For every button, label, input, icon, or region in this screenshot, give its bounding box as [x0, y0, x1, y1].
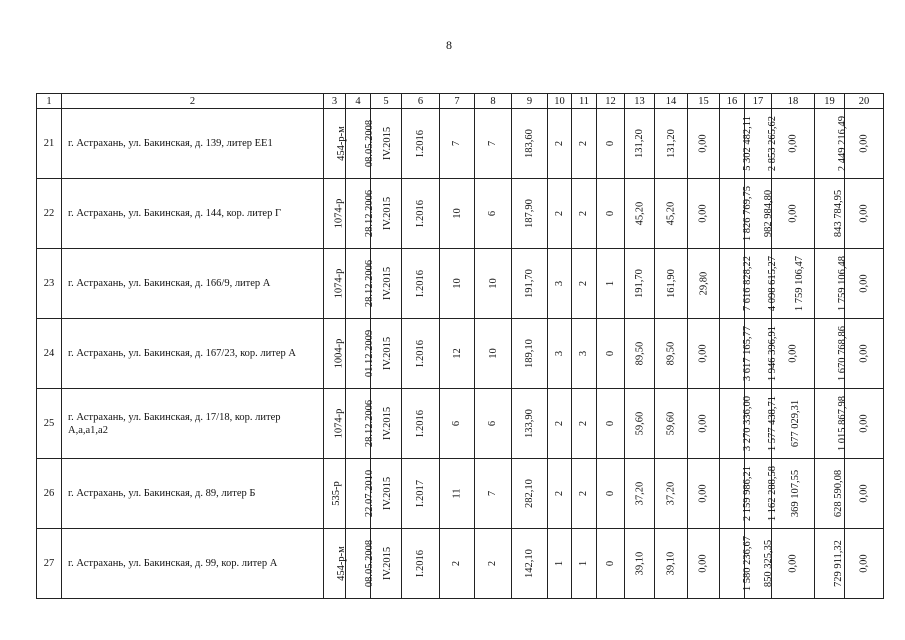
table-cell: [440, 459, 475, 529]
table-row: [37, 389, 884, 459]
table-cell: [346, 179, 376, 249]
table-cell: [402, 109, 440, 179]
cell-value: 6: [487, 210, 499, 217]
table-row: [37, 529, 884, 599]
cell-value: 677 029,31: [790, 399, 802, 448]
cell-value: I.2016: [415, 269, 426, 298]
cell-value: 01.12.2009: [364, 329, 376, 378]
cell-value: 22.07.2010: [364, 469, 376, 518]
table-cell: [512, 319, 548, 389]
table-cell: [346, 389, 376, 459]
cell-value: 3 270 336,00: [742, 395, 754, 452]
table-cell: [845, 529, 884, 599]
table-cell: [572, 459, 597, 529]
column-header: 6: [402, 94, 440, 109]
cell-value: 0: [605, 490, 616, 497]
table-cell: [655, 459, 688, 529]
column-header: 3: [324, 94, 346, 109]
table-cell: [548, 529, 572, 599]
cell-value: 59,60: [634, 411, 645, 436]
cell-value: 3: [554, 350, 565, 357]
cell-value: 850 325,35: [763, 539, 775, 588]
table-cell: [655, 529, 688, 599]
cell-value: 1 577 438,71: [767, 395, 779, 452]
table-cell: [440, 109, 475, 179]
table-cell: г. Астрахань, ул. Бакинская, д. 144, кор. литер Г: [62, 179, 324, 249]
cell-value: 183,60: [524, 129, 535, 158]
cell-value: 2: [578, 140, 590, 147]
table-cell: [688, 389, 720, 459]
cell-value: 1004-р: [333, 338, 345, 369]
table-cell: [512, 109, 548, 179]
cell-value: 1 162 288,58: [767, 465, 779, 522]
table-cell: [440, 179, 475, 249]
cell-value: 0: [605, 140, 616, 147]
table-cell: [655, 179, 688, 249]
cell-value: 1 759 106,47: [794, 255, 806, 312]
cell-value: 3: [578, 350, 590, 357]
cell-value: 0,00: [858, 274, 870, 293]
cell-value: 131,20: [634, 129, 645, 158]
table-cell: [688, 319, 720, 389]
column-header: 9: [512, 94, 548, 109]
table-cell: [548, 459, 572, 529]
cell-value: I.2016: [415, 339, 426, 368]
table-cell: [475, 179, 512, 249]
cell-value: 0,00: [698, 414, 709, 433]
cell-value: 2: [487, 560, 499, 567]
cell-value: 133,90: [524, 409, 535, 438]
table-cell: [688, 459, 720, 529]
table-cell: [720, 319, 754, 389]
cell-value: 12: [451, 348, 463, 359]
table-cell: [655, 319, 688, 389]
table-cell: [324, 529, 346, 599]
cell-value: 7: [487, 490, 499, 497]
table-cell: [475, 109, 512, 179]
cell-value: 0,00: [787, 344, 799, 363]
table-cell: 24: [37, 319, 62, 389]
column-header: 2: [62, 94, 324, 109]
cell-value: 142,10: [524, 549, 535, 578]
table-cell: [572, 249, 597, 319]
table-cell: [402, 459, 440, 529]
cell-value: 2: [554, 210, 565, 217]
table-cell: [688, 109, 720, 179]
cell-value: 0,00: [698, 134, 709, 153]
table-cell: [512, 179, 548, 249]
table-cell: [688, 179, 720, 249]
cell-value: 89,50: [634, 341, 645, 366]
cell-value: 0,00: [858, 204, 870, 223]
cell-value: 89,50: [665, 341, 677, 366]
table-cell: [597, 179, 625, 249]
table-cell: [815, 529, 845, 599]
column-header: 1: [37, 94, 62, 109]
cell-value: IV.2015: [382, 196, 394, 231]
table-cell: [402, 319, 440, 389]
cell-value: 5 302 482,11: [741, 116, 753, 171]
column-header: 16: [720, 94, 745, 109]
table-cell: [772, 179, 815, 249]
cell-value: 6: [487, 420, 499, 427]
cell-value: I.2017: [415, 479, 426, 508]
table-cell: [371, 179, 402, 249]
cell-value: 08.05.2008: [364, 539, 376, 588]
table-cell: [324, 319, 346, 389]
cell-value: 0,00: [858, 554, 870, 573]
cell-value: 0,00: [698, 554, 709, 573]
table-cell: [845, 459, 884, 529]
cell-value: 45,20: [665, 201, 677, 226]
cell-value: 535-р: [330, 481, 342, 506]
cell-value: 28.12.2006: [364, 399, 376, 448]
table-cell: [346, 459, 376, 529]
cell-value: 1 670 768,86: [837, 325, 849, 382]
table-cell: [440, 389, 475, 459]
cell-value: IV.2015: [382, 126, 394, 161]
cell-value: 1074-р: [333, 408, 345, 439]
table-cell: [845, 389, 884, 459]
cell-value: 2 159 986,21: [742, 465, 754, 522]
cell-value: 39,10: [665, 551, 677, 576]
table-cell: [720, 179, 754, 249]
table-cell: [371, 319, 402, 389]
table-cell: г. Астрахань, ул. Бакинская, д. 167/23, кор. литер А: [62, 319, 324, 389]
table-cell: [475, 249, 512, 319]
cell-value: 2: [554, 490, 565, 497]
cell-value: 191,70: [524, 269, 535, 298]
cell-value: 7: [451, 140, 463, 147]
table-cell: [845, 249, 884, 319]
cell-value: 2: [554, 140, 565, 147]
table-cell: [625, 529, 655, 599]
cell-value: 191,70: [634, 269, 645, 298]
column-header: 20: [845, 94, 884, 109]
cell-value: 37,20: [665, 481, 677, 506]
cell-value: IV.2015: [382, 476, 394, 511]
table-cell: [597, 249, 625, 319]
cell-value: 37,20: [634, 481, 645, 506]
table-cell: [402, 179, 440, 249]
cell-value: 10: [487, 348, 499, 359]
cell-value: I.2016: [415, 409, 426, 438]
table-cell: [371, 249, 402, 319]
table-cell: г. Астрахань, ул. Бакинская, д. 17/18, кор. литер А,а,а1,а2: [62, 389, 324, 459]
table-cell: 21: [37, 109, 62, 179]
table-cell: [371, 459, 402, 529]
table-cell: [475, 319, 512, 389]
table-cell: [548, 389, 572, 459]
table-cell: [655, 109, 688, 179]
table-cell: [655, 249, 688, 319]
cell-value: 161,90: [665, 269, 677, 298]
page-number: 8: [446, 38, 452, 52]
cell-value: 0,00: [858, 484, 870, 503]
cell-value: 2: [578, 490, 590, 497]
column-header: 11: [572, 94, 597, 109]
cell-value: 0,00: [787, 554, 799, 573]
table-cell: [512, 459, 548, 529]
table-cell: [720, 389, 754, 459]
column-header: 14: [655, 94, 688, 109]
cell-value: 0: [605, 420, 616, 427]
cell-value: 7: [487, 140, 499, 147]
cell-value: 39,10: [634, 551, 645, 576]
table-cell: [597, 389, 625, 459]
table-cell: [815, 109, 849, 179]
table-cell: [720, 529, 754, 599]
cell-value: I.2016: [415, 549, 426, 578]
table-cell: [720, 109, 753, 179]
cell-value: 0: [605, 350, 616, 357]
cell-value: 1 946 396,91: [767, 325, 779, 382]
column-header: 13: [625, 94, 655, 109]
cell-value: 10: [451, 208, 463, 219]
table-cell: [597, 109, 625, 179]
cell-value: 2 449 216,49: [837, 115, 849, 172]
cell-value: 1: [605, 280, 616, 287]
table-cell: г. Астрахань, ул. Бакинская, д. 99, кор. литер А: [62, 529, 324, 599]
table-cell: [548, 179, 572, 249]
table-cell: [815, 179, 845, 249]
table-cell: [772, 529, 815, 599]
cell-value: 187,90: [524, 199, 535, 228]
cell-value: 1 759 106,48: [837, 255, 849, 312]
table-cell: 27: [37, 529, 62, 599]
table-row: [37, 249, 884, 319]
cell-value: I.2016: [415, 129, 426, 158]
cell-value: 1074-р: [333, 198, 345, 229]
table-cell: [440, 319, 475, 389]
cell-value: 0: [605, 560, 616, 567]
cell-value: 0,00: [698, 484, 709, 503]
table-cell: [815, 249, 849, 319]
table-cell: [688, 249, 720, 319]
cell-value: 729 911,32: [832, 540, 844, 587]
cell-value: 28.12.2006: [364, 259, 376, 308]
column-header: 7: [440, 94, 475, 109]
cell-value: 3 617 165,77: [742, 325, 754, 382]
cell-value: 1: [554, 560, 565, 567]
header-row: [37, 94, 884, 109]
cell-value: 454-р-м: [335, 546, 347, 581]
table-cell: г. Астрахань, ул. Бакинская, д. 89, литер Б: [62, 459, 324, 529]
table-cell: [845, 179, 884, 249]
cell-value: 628 590,08: [833, 469, 845, 518]
cell-value: 7 616 828,22: [742, 255, 754, 312]
cell-value: 369 107,55: [790, 469, 802, 518]
column-header: 15: [688, 94, 720, 109]
cell-value: 0,00: [787, 134, 799, 153]
column-header: 17: [745, 94, 772, 109]
table-cell: [815, 319, 849, 389]
table-cell: 26: [37, 459, 62, 529]
table-cell: [371, 529, 402, 599]
table-cell: [440, 529, 475, 599]
cell-value: 28.12.2006: [364, 189, 376, 238]
table-cell: [548, 109, 572, 179]
cell-value: 454-р-м: [335, 126, 347, 161]
cell-value: 0,00: [698, 204, 709, 223]
table-cell: [597, 529, 625, 599]
table-cell: [402, 529, 440, 599]
column-header: 4: [346, 94, 371, 109]
table-cell: [815, 459, 845, 529]
table-cell: [625, 249, 655, 319]
cell-value: 982 984,80: [763, 189, 775, 238]
cell-value: 59,60: [665, 411, 677, 436]
cell-value: 1: [578, 560, 590, 567]
cell-value: 0: [605, 210, 616, 217]
table-cell: [475, 389, 512, 459]
cell-value: 4 098 615,27: [767, 255, 779, 312]
table-cell: [346, 529, 376, 599]
table-cell: [512, 249, 548, 319]
cell-value: 0,00: [858, 134, 870, 153]
cell-value: 2: [554, 420, 565, 427]
cell-value: 2 853 265,62: [767, 115, 779, 172]
cell-value: 282,10: [524, 479, 535, 508]
cell-value: 1 015 867,98: [837, 395, 849, 452]
table-cell: [324, 179, 346, 249]
cell-value: 131,20: [665, 129, 677, 158]
cell-value: 3: [554, 280, 565, 287]
cell-value: 843 784,95: [833, 189, 845, 238]
table-cell: [597, 459, 625, 529]
cell-value: 08.05.2008: [364, 119, 376, 168]
table-cell: [512, 389, 548, 459]
table-cell: [402, 389, 440, 459]
table-cell: 23: [37, 249, 62, 319]
table-cell: [845, 319, 884, 389]
column-header: 18: [772, 94, 815, 109]
table-cell: [572, 389, 597, 459]
table-cell: [371, 109, 402, 179]
table-cell: г. Астрахань, ул. Бакинская, д. 139, литер ЕЕ1: [62, 109, 324, 179]
table-cell: [548, 319, 572, 389]
cell-value: 1074-р: [333, 268, 345, 299]
table-cell: [324, 109, 346, 179]
cell-value: 1 580 236,67: [742, 535, 754, 592]
table-cell: [625, 459, 655, 529]
column-header: 19: [815, 94, 845, 109]
table-cell: [815, 389, 849, 459]
cell-value: 0,00: [698, 344, 709, 363]
cell-value: 2: [578, 420, 590, 427]
table-cell: [324, 389, 346, 459]
table-cell: [688, 529, 720, 599]
cell-value: 45,20: [634, 201, 645, 226]
cell-value: 10: [487, 278, 499, 289]
table-cell: [512, 529, 548, 599]
table-cell: [371, 389, 402, 459]
table-cell: [625, 389, 655, 459]
column-header: 8: [475, 94, 512, 109]
table-cell: [402, 249, 440, 319]
data-table: [36, 93, 884, 599]
table-cell: [324, 459, 346, 529]
table-cell: [440, 249, 475, 319]
cell-value: I.2016: [415, 199, 426, 228]
table-cell: [346, 319, 376, 389]
table-cell: [346, 249, 376, 319]
cell-value: 29,80: [698, 271, 709, 296]
table-cell: [346, 109, 376, 179]
cell-value: IV.2015: [382, 336, 394, 371]
table-cell: [625, 179, 655, 249]
table-cell: г. Астрахань, ул. Бакинская, д. 166/9, литер А: [62, 249, 324, 319]
cell-value: 1 826 769,75: [742, 185, 754, 242]
table-row: [37, 179, 884, 249]
table-cell: [475, 459, 512, 529]
column-header: 12: [597, 94, 625, 109]
table-row: [37, 109, 884, 179]
cell-value: 2: [451, 560, 463, 567]
table-cell: [625, 319, 655, 389]
cell-value: 2: [578, 280, 590, 287]
table-cell: [572, 109, 597, 179]
cell-value: 10: [451, 278, 463, 289]
cell-value: 11: [451, 488, 463, 499]
cell-value: 6: [451, 420, 463, 427]
table-cell: [548, 249, 572, 319]
table-cell: [475, 529, 512, 599]
cell-value: IV.2015: [382, 266, 394, 301]
table-cell: [324, 249, 346, 319]
table-cell: [845, 109, 884, 179]
cell-value: 0,00: [787, 204, 799, 223]
table-cell: 22: [37, 179, 62, 249]
table-row: [37, 319, 884, 389]
table-cell: [597, 319, 625, 389]
column-header: 5: [371, 94, 402, 109]
cell-value: 0,00: [858, 344, 870, 363]
table-cell: [572, 529, 597, 599]
cell-value: IV.2015: [382, 406, 394, 441]
cell-value: IV.2015: [382, 546, 394, 581]
table-row: [37, 459, 884, 529]
table-cell: [655, 389, 688, 459]
table-cell: [572, 319, 597, 389]
cell-value: 2: [578, 210, 590, 217]
table-cell: 25: [37, 389, 62, 459]
cell-value: 189,10: [524, 339, 535, 368]
column-header: 10: [548, 94, 572, 109]
cell-value: 0,00: [858, 414, 870, 433]
table-cell: [572, 179, 597, 249]
table-cell: [720, 249, 754, 319]
table-cell: [625, 109, 655, 179]
table-cell: [720, 459, 754, 529]
